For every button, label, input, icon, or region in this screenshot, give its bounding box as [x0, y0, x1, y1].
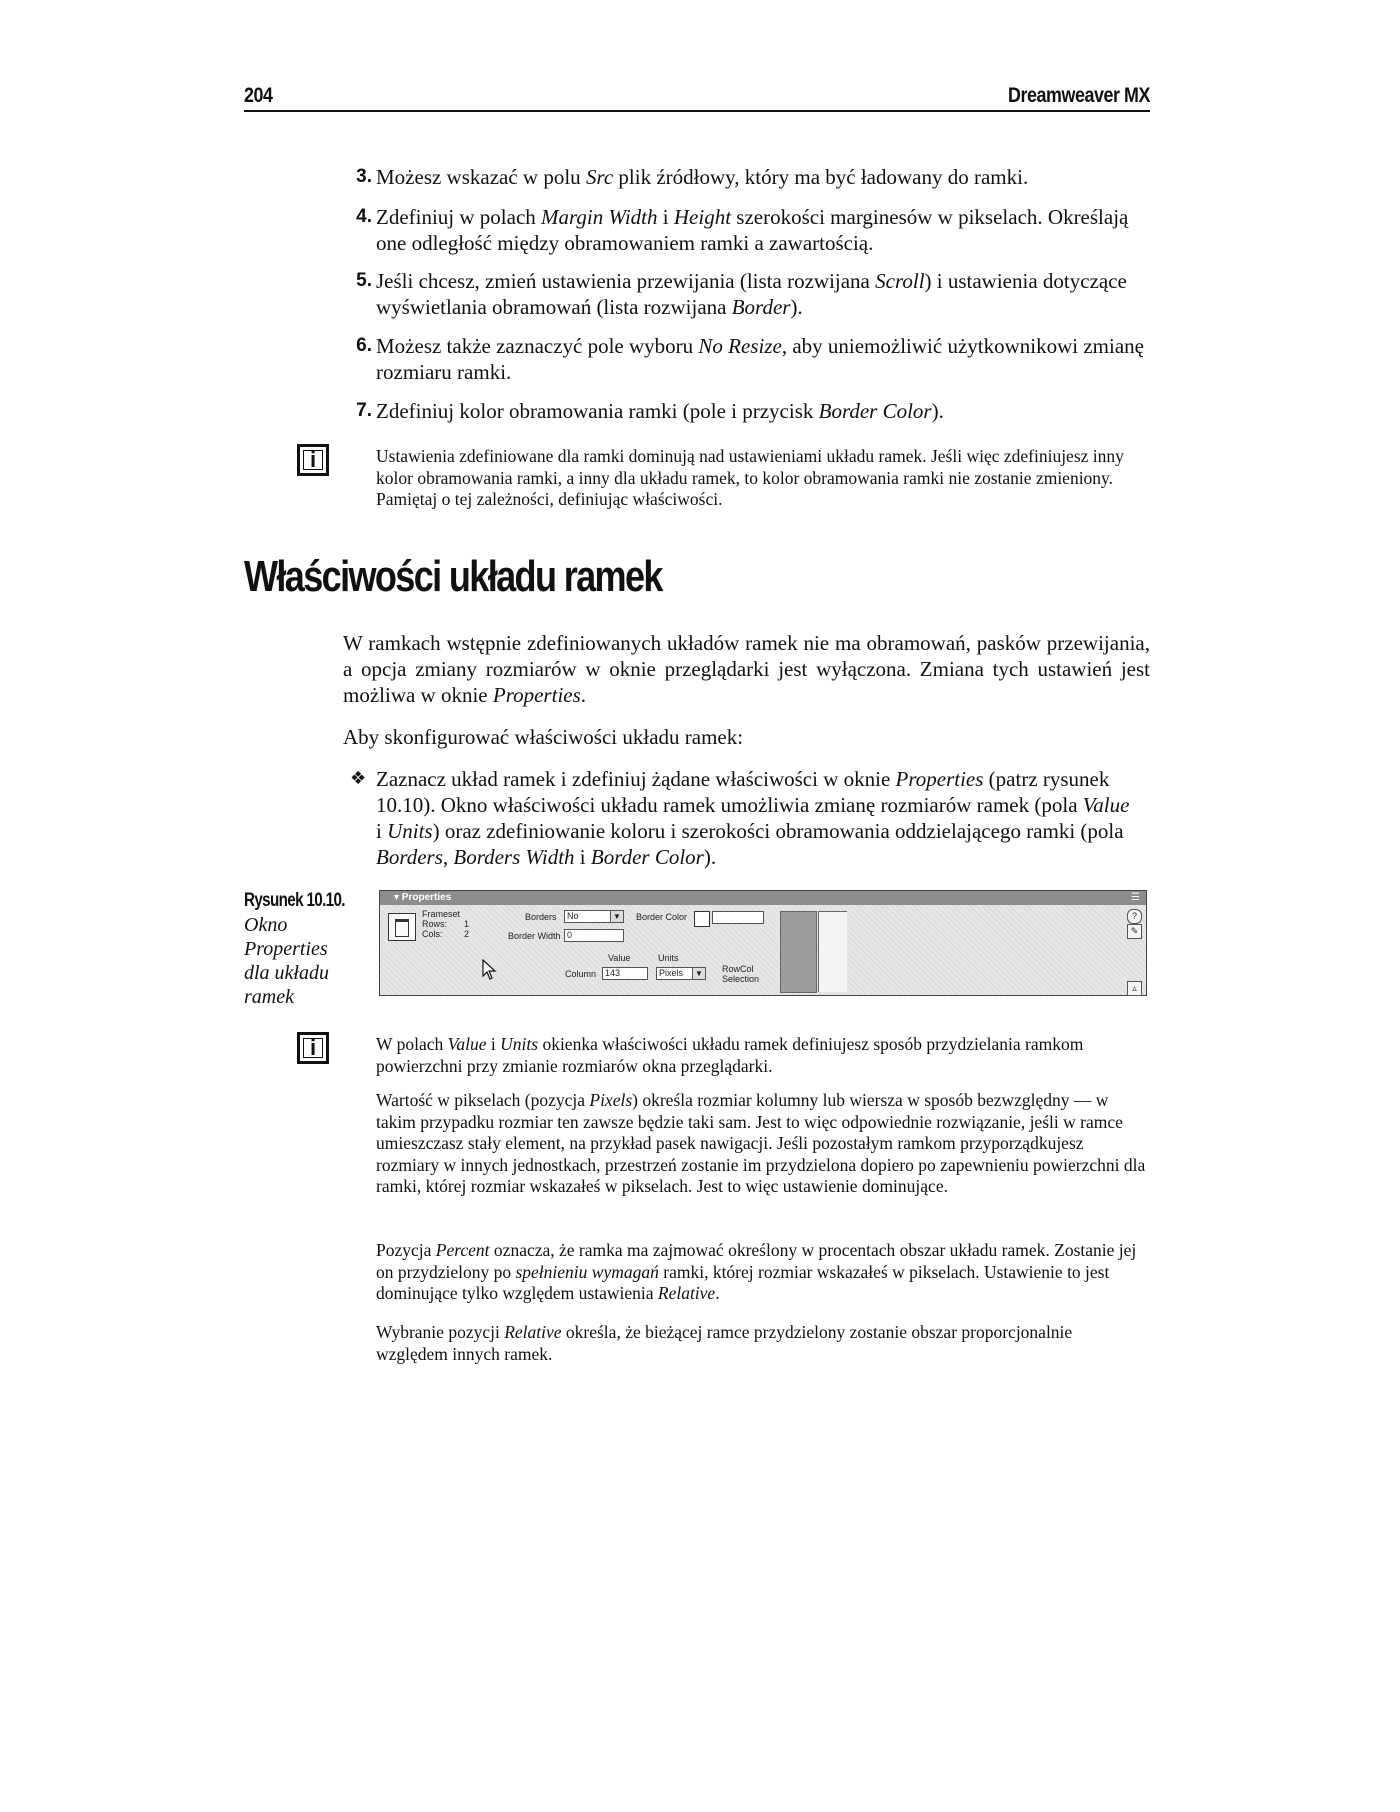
- info-icon: i: [297, 444, 329, 476]
- figure-label: Rysunek 10.10.: [244, 890, 345, 911]
- step-3: 3. Możesz wskazać w polu Src plik źródłowy, który ma być ładowany do ramki.: [356, 165, 1029, 189]
- figure-caption: Okno Properties dla układu ramek: [244, 914, 329, 1008]
- column-value-field[interactable]: 143: [602, 967, 648, 980]
- properties-panel: [379, 890, 1147, 996]
- panel-titlebar[interactable]: ▾ Properties ☰: [380, 891, 1146, 905]
- note-frame-dominance: Ustawienia zdefiniowane dla ramki dominują nad ustawieniami układu ramek. Jeśli więc zdefiniujesz inny kolor obramowania ramki, a inny dla układu ramek, to kolor obramowania ramki nie zostanie zmieniony. Pamiętaj o tej zależności, definiując właściwości.: [376, 446, 1124, 509]
- section-title: Właściwości układu ramek: [244, 552, 662, 601]
- border-width-label: Border Width: [508, 931, 561, 941]
- info-icon: i: [297, 1032, 329, 1064]
- rowcol-label: RowCol: [722, 964, 754, 974]
- instruction-lead: Aby skonfigurować właściwości układu ramek:: [343, 725, 744, 749]
- help-icon[interactable]: ?: [1127, 909, 1142, 924]
- options-menu-icon[interactable]: ☰: [1131, 892, 1140, 903]
- step-5: 5. Jeśli chcesz, zmień ustawienia przewijania (lista rozwijana Scroll) i ustawienia dotyczące wyświetlania obramowań (lista rozwijana Border).: [356, 269, 1127, 319]
- intro-paragraph: W ramkach wstępnie zdefiniowanych układów ramek nie ma obramowań, pasków przewijania, a opcja zmiany rozmiarów w oknie przeglądarki jest wyłączona. Zmiana tych ustawień jest możliwa w oknie Properties.: [343, 631, 1150, 707]
- page-number: 204: [244, 84, 273, 107]
- note-value-units: W polach Value i Units okienka właściwości układu ramek definiujesz sposób przydzielania ramkom powierzchni przy zmianie rozmiarów okna przeglądarki.: [376, 1034, 1084, 1076]
- frameset-icon: [388, 913, 416, 941]
- border-color-label: Border Color: [636, 912, 688, 922]
- borders-label: Borders: [525, 912, 557, 922]
- rowcol-selection-white[interactable]: [818, 911, 847, 992]
- chevron-down-icon: ▼: [692, 968, 705, 979]
- cols-value: 2: [464, 929, 470, 939]
- rows-label: Rows:: [422, 919, 448, 929]
- units-select[interactable]: Pixels ▼: [656, 967, 706, 980]
- bullet-diamond-icon: ❖: [350, 768, 367, 789]
- border-color-field[interactable]: [712, 911, 764, 924]
- collapse-icon[interactable]: ▵: [1127, 981, 1142, 996]
- note-percent: Pozycja Percent oznacza, że ramka ma zajmować określony w procentach obszar układu ramek. Zostanie jej on przydzielony po spełnieniu wymagań ramki, której rozmiar wskazałeś w pikselach. Ustawienie to jest dominujące tylko względem ustawienia Relative.: [376, 1240, 1137, 1303]
- note-relative: Wybranie pozycji Relative określa, że bieżącej ramce przydzielony zostanie obszar proporcjonalnie względem innych ramek.: [376, 1322, 1073, 1364]
- value-label: Value: [608, 953, 631, 963]
- step-6: 6. Możesz także zaznaczyć pole wyboru No Resize, aby uniemożliwić użytkownikowi zmianę rozmiaru ramki.: [356, 334, 1144, 384]
- page-header: [244, 84, 1150, 112]
- column-label: Column: [565, 969, 597, 979]
- chevron-down-icon: ▼: [610, 911, 623, 922]
- units-label: Units: [658, 953, 679, 963]
- bullet-item: ❖ Zaznacz układ ramek i zdefiniuj żądane właściwości w oknie Properties (patrz rysunek 10.10). Okno właściwości układu ramek umożliwia zmianę rozmiarów ramek (pola Value i Units) oraz zdefiniowanie koloru i szerokości obramowania oddzielającego ramki (pola Borders, Borders Width i Border Color).: [350, 767, 1130, 869]
- edit-icon[interactable]: ✎: [1127, 924, 1142, 939]
- frameset-label: Frameset: [422, 909, 461, 919]
- selection-label: Selection: [722, 974, 760, 984]
- borders-select[interactable]: No ▼: [564, 910, 624, 923]
- border-color-swatch[interactable]: [694, 911, 710, 927]
- mouse-pointer-icon: [482, 959, 498, 981]
- border-width-field[interactable]: 0: [564, 929, 624, 942]
- rowcol-selection-gray[interactable]: [780, 911, 817, 993]
- step-4: 4. Zdefiniuj w polach Margin Width i Height szerokości marginesów w pikselach. Określają one odległość między obramowaniem ramki a zawartością.: [356, 205, 1129, 255]
- rows-value: 1: [464, 919, 470, 929]
- running-title: Dreamweaver MX: [1008, 84, 1150, 107]
- note-pixels: Wartość w pikselach (pozycja Pixels) określa rozmiar kolumny lub wiersza w sposób bezwzględny — w takim przypadku rozmiar ten zawsze będzie taki sam. Jest to więc odpowiednie rozwiązanie, jeśli w ramce umieszczasz stały element, na przykład pasek nawigacji. Jeśli pozostałym ramkom przyporządkujesz rozmiary w innych jednostkach, przestrzeń zostanie im przydzielona dopiero po zapewnieniu powierzchni dla ramki, której rozmiar wskazałeś w pikselach. Jest to więc ustawienie dominujące.: [376, 1090, 1146, 1196]
- step-7: 7. Zdefiniuj kolor obramowania ramki (pole i przycisk Border Color).: [356, 399, 944, 423]
- cols-label: Cols:: [422, 929, 443, 939]
